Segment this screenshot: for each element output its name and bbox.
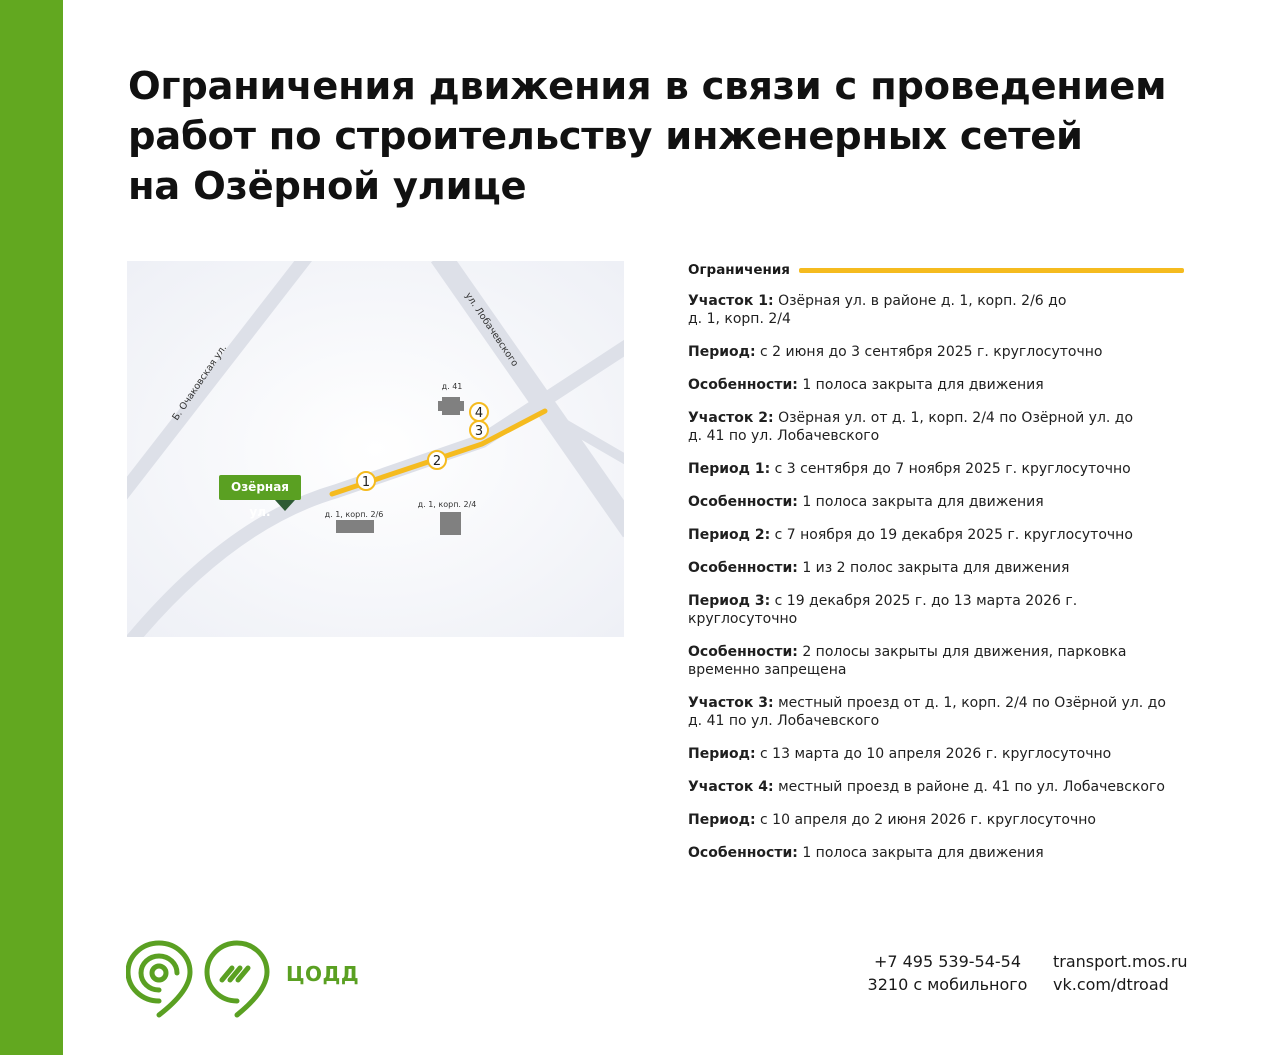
info-key: Период 2: <box>688 527 771 543</box>
info-key: Период: <box>688 344 756 360</box>
label-road-ochakovskaya: Б. Очаковская ул. <box>170 342 230 423</box>
info-item <box>688 343 1188 361</box>
link-vk[interactable]: vk.com/dtroad <box>1053 975 1169 994</box>
svg-text:3: 3 <box>474 424 484 439</box>
svg-text:2: 2 <box>432 454 442 469</box>
street-tag-pointer <box>275 500 295 511</box>
info-item <box>688 460 1188 478</box>
phone-mobile: 3210 с мобильного <box>867 975 1028 994</box>
legend-label: Ограничения <box>688 262 790 278</box>
legend <box>688 259 1188 281</box>
info-value: с 3 сентября до 7 ноября 2025 г. круглосуточно <box>774 461 1131 477</box>
marker-1 <box>357 472 375 490</box>
logo <box>126 940 276 1024</box>
label-building-1-2-4: д. 1, корп. 2/4 <box>417 500 477 509</box>
contact-phone <box>855 950 1040 996</box>
info-value: Озёрная ул. от д. 1, корп. 2/4 по Озёрной ул. до <box>778 410 1134 426</box>
info-key: Участок 3: <box>688 695 774 711</box>
info-item <box>688 592 1188 628</box>
svg-text:4: 4 <box>474 406 484 421</box>
info-key: Период 1: <box>688 461 771 477</box>
title-line-3: на Озёрной улице <box>128 164 527 209</box>
info-value: с 13 марта до 10 апреля 2026 г. круглосуточно <box>760 746 1112 762</box>
info-item <box>688 292 1188 328</box>
info-item <box>688 844 1188 862</box>
info-value: 1 из 2 полос закрыта для движения <box>802 560 1070 576</box>
info-key: Особенности: <box>688 560 798 576</box>
info-key: Период: <box>688 746 756 762</box>
info-item <box>688 526 1188 544</box>
info-key: Период: <box>688 812 756 828</box>
marker-4 <box>470 403 488 421</box>
info-value-cont: временно запрещена <box>688 662 847 678</box>
page-title <box>128 62 1228 212</box>
title-line-1: Ограничения движения в связи с проведением <box>128 64 1167 109</box>
info-key: Особенности: <box>688 644 798 660</box>
info-value-cont: д. 1, корп. 2/4 <box>688 311 791 327</box>
map <box>127 261 624 637</box>
building-1-2-4 <box>440 512 461 535</box>
info-value: 1 полоса закрыта для движения <box>802 845 1044 861</box>
street-tag-ozernaya: Озёрная ул. <box>219 475 301 500</box>
info-key: Участок 1: <box>688 293 774 309</box>
svg-text:1: 1 <box>361 475 371 490</box>
info-item <box>688 694 1188 730</box>
info-value: местный проезд в районе д. 41 по ул. Лобачевского <box>778 779 1165 795</box>
info-value: с 10 апреля до 2 июня 2026 г. круглосуточно <box>760 812 1096 828</box>
info-item <box>688 778 1188 796</box>
info-value: с 19 декабря 2025 г. до 13 марта 2026 г. <box>774 593 1078 609</box>
link-transport[interactable]: transport.mos.ru <box>1053 952 1188 971</box>
label-building-1-2-6: д. 1, корп. 2/6 <box>324 510 384 519</box>
info-value: Озёрная ул. в районе д. 1, корп. 2/6 до <box>778 293 1067 309</box>
marker-3 <box>470 421 488 439</box>
info-item <box>688 745 1188 763</box>
label-road-lobachevskogo: ул. Лобачевского <box>462 290 521 369</box>
info-value: 1 полоса закрыта для движения <box>802 494 1044 510</box>
info-value: с 2 июня до 3 сентября 2025 г. круглосуточно <box>760 344 1103 360</box>
info-key: Особенности: <box>688 377 798 393</box>
info-item <box>688 493 1188 511</box>
info-value-cont: д. 41 по ул. Лобачевского <box>688 713 880 729</box>
info-value: 2 полосы закрыты для движения, парковка <box>802 644 1127 660</box>
map-background <box>127 261 624 637</box>
logo-text: ЦОДД <box>286 962 360 986</box>
info-value: местный проезд от д. 1, корп. 2/4 по Озёрной ул. до <box>778 695 1166 711</box>
codd-logo-icon <box>126 940 276 1020</box>
building-1-2-6 <box>336 520 374 533</box>
info-value: 1 полоса закрыта для движения <box>802 377 1044 393</box>
info-item <box>688 376 1188 394</box>
info-item <box>688 811 1188 829</box>
info-item <box>688 409 1188 445</box>
contact-links <box>1053 950 1253 996</box>
info-key: Особенности: <box>688 494 798 510</box>
phone-number[interactable]: +7 495 539-54-54 <box>873 952 1022 971</box>
info-value: с 7 ноября до 19 декабря 2025 г. круглосуточно <box>774 527 1133 543</box>
label-building-41: д. 41 <box>441 382 463 391</box>
restriction-details <box>688 292 1188 877</box>
info-key: Участок 2: <box>688 410 774 426</box>
info-key: Период 3: <box>688 593 771 609</box>
left-accent-bar <box>0 0 63 1055</box>
title-line-2: работ по строительству инженерных сетей <box>128 114 1083 159</box>
map-canvas <box>127 261 624 637</box>
info-value-cont: д. 41 по ул. Лобачевского <box>688 428 880 444</box>
info-key: Участок 4: <box>688 779 774 795</box>
marker-2 <box>428 451 446 469</box>
info-item <box>688 559 1188 577</box>
info-value-cont: круглосуточно <box>688 611 798 627</box>
info-key: Особенности: <box>688 845 798 861</box>
info-item <box>688 643 1188 679</box>
legend-restriction-line <box>799 268 1184 273</box>
